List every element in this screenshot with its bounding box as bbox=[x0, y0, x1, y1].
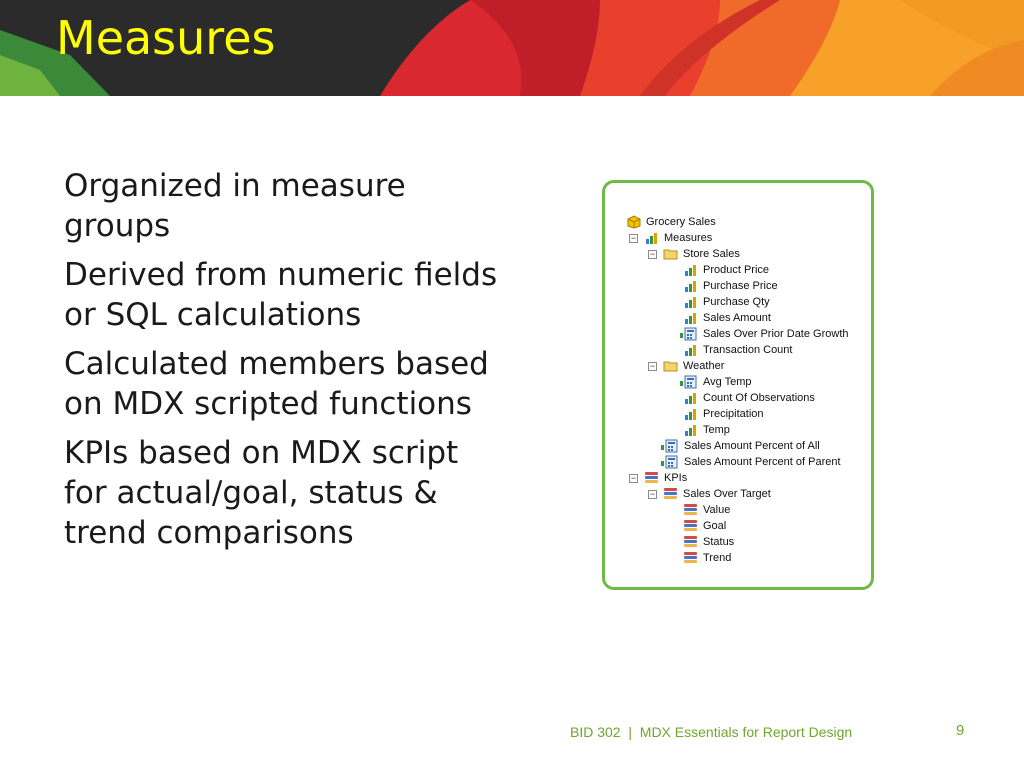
cube-tree-panel bbox=[602, 180, 874, 590]
tree-node-kpi[interactable] bbox=[648, 486, 771, 502]
tree-node-label: Purchase Qty bbox=[703, 296, 770, 308]
bullet-item: Derived from numeric fields or SQL calculations bbox=[64, 257, 498, 333]
tree-node-label: Count Of Observations bbox=[703, 392, 815, 404]
tree-node-measure[interactable] bbox=[683, 406, 764, 422]
tree-node-kpi-status[interactable] bbox=[683, 534, 734, 550]
kpi-icon bbox=[683, 551, 699, 565]
tree-node-label: Sales Over Target bbox=[683, 488, 771, 500]
tree-node-label: Value bbox=[703, 504, 731, 516]
collapse-icon[interactable]: − bbox=[630, 232, 637, 243]
measure-icon bbox=[683, 263, 699, 277]
tree-node-measure[interactable] bbox=[683, 262, 769, 278]
tree-node-label: Precipitation bbox=[703, 408, 764, 420]
tree-node-measure[interactable] bbox=[683, 294, 770, 310]
kpi-icon bbox=[663, 487, 679, 501]
bullet-item: Organized in measure groups bbox=[64, 168, 406, 244]
tree-node-label: Sales Amount Percent of Parent bbox=[684, 456, 841, 468]
tree-node-label: Temp bbox=[703, 424, 730, 436]
folder-icon bbox=[663, 359, 679, 373]
tree-node-label: Grocery Sales bbox=[646, 216, 716, 228]
slide-title: Measures bbox=[56, 11, 276, 65]
tree-node-label: Avg Temp bbox=[703, 376, 752, 388]
tree-node-label: Product Price bbox=[703, 264, 770, 276]
tree-node-label: Sales Over Prior Date Growth bbox=[703, 328, 849, 340]
kpi-icon bbox=[683, 503, 699, 517]
measure-icon bbox=[683, 311, 699, 325]
tree-node-weather[interactable] bbox=[648, 358, 724, 374]
tree-node-kpi-trend[interactable] bbox=[683, 550, 731, 566]
tree-node-label: Goal bbox=[703, 520, 727, 532]
measure-icon bbox=[683, 423, 699, 437]
measures-icon bbox=[644, 231, 660, 245]
tree-node-label: Purchase Price bbox=[703, 280, 778, 292]
calculated-measure-icon bbox=[660, 439, 680, 453]
tree-node-root[interactable] bbox=[626, 214, 716, 230]
tree-node-measure[interactable] bbox=[683, 390, 815, 406]
tree-node-measure[interactable] bbox=[683, 342, 792, 358]
title-banner bbox=[0, 0, 1024, 96]
tree-node-label: KPIs bbox=[664, 472, 688, 484]
calculated-measure-icon bbox=[679, 375, 699, 389]
kpi-icon bbox=[683, 535, 699, 549]
measure-icon bbox=[683, 279, 699, 293]
folder-icon bbox=[663, 247, 679, 261]
tree-node-measure[interactable] bbox=[683, 310, 771, 326]
tree-node-label: Trend bbox=[703, 552, 732, 564]
tree-node-calculated-measure[interactable] bbox=[660, 438, 820, 454]
tree-node-measures[interactable] bbox=[629, 230, 712, 246]
tree-node-measure[interactable] bbox=[683, 278, 778, 294]
bullet-list bbox=[64, 166, 504, 562]
measure-icon bbox=[683, 407, 699, 421]
collapse-icon[interactable]: − bbox=[630, 472, 637, 483]
tree-node-label: Measures bbox=[664, 232, 713, 244]
kpi-icon bbox=[683, 519, 699, 533]
tree-node-kpis[interactable] bbox=[629, 470, 687, 486]
measure-icon bbox=[683, 391, 699, 405]
kpi-icon bbox=[644, 471, 660, 485]
bullet-item: KPIs based on MDX script for actual/goal, status & trend comparisons bbox=[64, 435, 459, 551]
cube-tree bbox=[605, 183, 871, 587]
collapse-icon[interactable]: − bbox=[649, 248, 656, 259]
calculated-measure-icon bbox=[679, 327, 699, 341]
collapse-icon[interactable]: − bbox=[649, 488, 656, 499]
page-number: 9 bbox=[956, 722, 965, 739]
tree-node-label: Sales Amount Percent of All bbox=[684, 440, 820, 452]
tree-node-label: Status bbox=[703, 536, 735, 548]
cube-icon bbox=[626, 215, 642, 229]
tree-node-label: Store Sales bbox=[683, 248, 740, 260]
measure-icon bbox=[683, 343, 699, 357]
calculated-measure-icon bbox=[660, 455, 680, 469]
tree-node-calculated-measure[interactable] bbox=[679, 374, 752, 390]
tree-node-calculated-measure[interactable] bbox=[660, 454, 841, 470]
tree-node-measure[interactable] bbox=[683, 422, 730, 438]
collapse-icon[interactable]: − bbox=[649, 360, 656, 371]
tree-node-kpi-value[interactable] bbox=[683, 502, 730, 518]
measure-icon bbox=[683, 295, 699, 309]
bullet-item: Calculated members based on MDX scripted functions bbox=[64, 346, 489, 422]
tree-node-kpi-goal[interactable] bbox=[683, 518, 726, 534]
tree-node-store-sales[interactable] bbox=[648, 246, 740, 262]
tree-node-label: Sales Amount bbox=[703, 312, 771, 324]
tree-node-label: Transaction Count bbox=[703, 344, 793, 356]
tree-node-calculated-measure[interactable] bbox=[679, 326, 849, 342]
tree-node-label: Weather bbox=[683, 360, 725, 372]
slide-footer: BID 302 | MDX Essentials for Report Design bbox=[570, 724, 853, 740]
